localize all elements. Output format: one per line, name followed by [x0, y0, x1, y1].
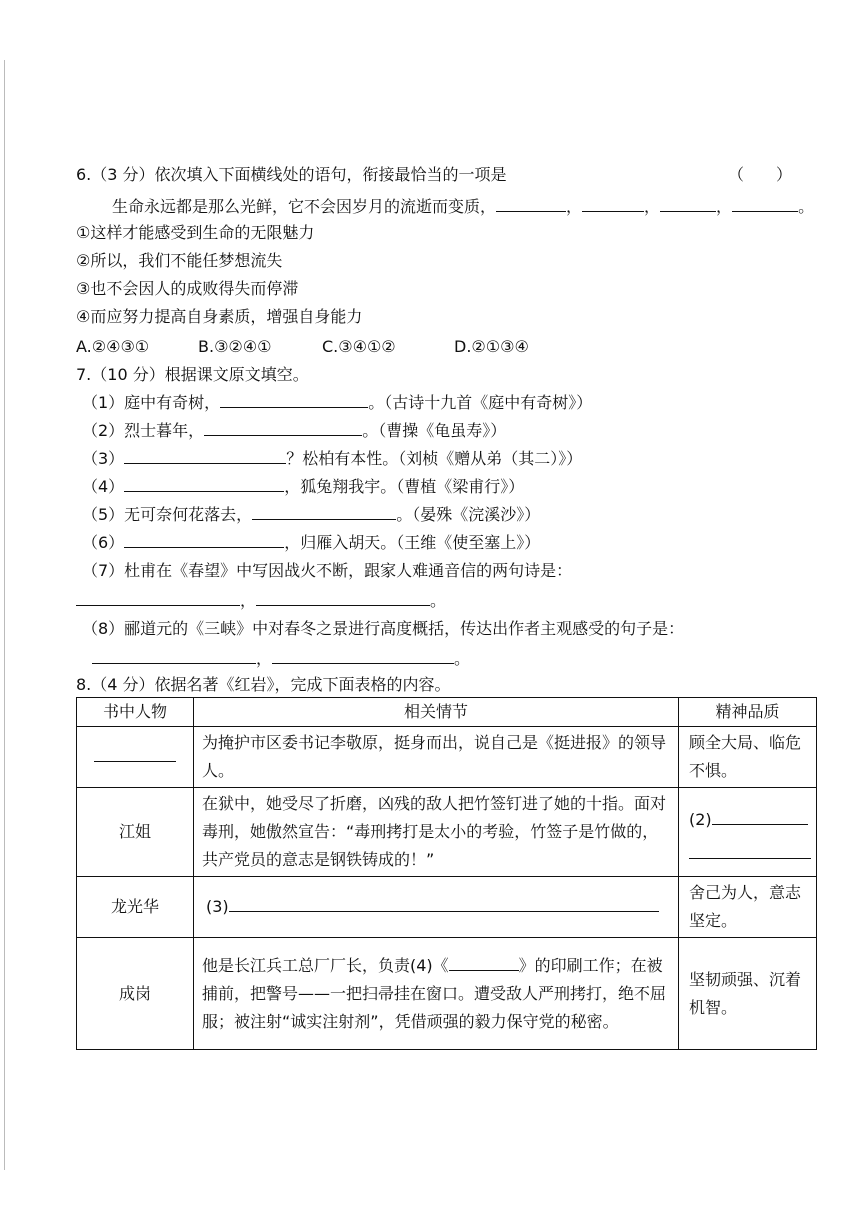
q7-item-3-pre: （3）: [82, 449, 125, 468]
row2-quality-mark: (2): [689, 809, 712, 829]
q6-option-3: ③也不会因人的成败得失而停滞: [76, 279, 299, 298]
q7-item-8-answer: [92, 648, 470, 670]
q6-end: 。: [798, 197, 815, 216]
row1-quality: 顾全大局、临危不惧。: [679, 727, 817, 788]
q6-blank-2[interactable]: [582, 197, 644, 212]
q7-item-2-pre: （2）烈士暮年，: [82, 421, 205, 440]
table-row: [77, 938, 817, 1050]
q7-item-8-period: 。: [454, 649, 471, 668]
row1-character-blank[interactable]: [94, 743, 176, 762]
q7-item-6-pre: （6）: [82, 533, 125, 552]
row2-character: 江姐: [77, 788, 194, 877]
hongyan-table: [76, 697, 817, 1050]
q7-blank-5[interactable]: [252, 505, 396, 520]
q7-blank-7a[interactable]: [76, 591, 240, 606]
row2-quality-blank-2[interactable]: [689, 834, 811, 859]
q6-option-2: ②所以，我们不能任梦想流失: [76, 251, 283, 270]
q7-item-1-pre: （1）庭中有奇树，: [82, 393, 221, 412]
q7-item-3: [82, 448, 582, 470]
q6-sep-1: ，: [566, 197, 583, 216]
q7-item-4-post: ，狐兔翔我宇。（曹植《梁甫行》）: [284, 477, 525, 496]
q6-option-1: ①这样才能感受到生命的无限魅力: [76, 223, 315, 242]
q6-blank-4[interactable]: [732, 197, 798, 212]
q6-answer-paren[interactable]: （ ）: [728, 165, 793, 184]
q7-item-8: （8）郦道元的《三峡》中对春冬之景进行高度概括，传达出作者主观感受的句子是：: [82, 619, 685, 638]
row3-character: 龙光华: [77, 877, 194, 938]
row2-quality-blank-1[interactable]: [712, 806, 808, 825]
q7-blank-7b[interactable]: [256, 591, 430, 606]
q7-item-2-post: 。（曹操《龟虽寿》）: [362, 421, 507, 440]
q7-blank-4[interactable]: [124, 477, 284, 492]
row4-plot[interactable]: [194, 938, 679, 1050]
table-header-row: [77, 698, 817, 727]
q6-choice-b[interactable]: B.③②④①: [198, 337, 272, 356]
q7-item-2: [82, 420, 506, 442]
q7-item-4: [82, 476, 524, 498]
q6-sentence-text: 生命永远都是那么光鲜，它不会因岁月的流逝而变质，: [112, 197, 497, 216]
q6-sep-2: ，: [644, 197, 661, 216]
q6-choice-d[interactable]: D.②①③④: [454, 337, 529, 356]
q7-blank-2[interactable]: [204, 421, 362, 436]
row3-plot-mark: (3): [206, 897, 229, 916]
q7-item-1: [82, 392, 592, 414]
q6-choice-a[interactable]: A.②④③①: [76, 337, 150, 356]
q7-item-7-comma: ，: [240, 591, 257, 610]
row4-character: 成岗: [77, 938, 194, 1050]
q7-item-7: （7）杜甫在《春望》中写因战火不断，跟家人难通音信的两句诗是：: [82, 561, 573, 580]
row4-plot-text-b: 》的印刷工作；在被捕前，把警号——一把扫帚挂在窗口。遭受敌人严刑拷打，绝不屈服；被注射“诚实注射剂”，凭借顽强的毅力保守党的秘密。: [202, 955, 667, 1031]
table-row: [77, 877, 817, 938]
row4-plot-text-a: 他是长江兵工总厂厂长，负责(4)《: [202, 955, 449, 975]
row4-plot-blank[interactable]: [449, 954, 519, 971]
header-plot: 相关情节: [194, 698, 679, 727]
q6-sep-3: ，: [716, 197, 733, 216]
row3-plot-blank[interactable]: [229, 893, 659, 912]
q6-blank-1[interactable]: [496, 197, 566, 212]
q7-item-6-post: ，归雁入胡天。（王维《使至塞上》）: [284, 533, 541, 552]
q7-blank-1[interactable]: [220, 393, 368, 408]
q7-title: 7.（10 分）根据课文原文填空。: [76, 365, 309, 384]
q6-choice-c[interactable]: C.③④①②: [322, 337, 396, 356]
q8-title: 8.（4 分）依据名著《红岩》，完成下面表格的内容。: [76, 675, 451, 694]
q7-item-6: [82, 532, 540, 554]
q7-blank-8a[interactable]: [92, 649, 256, 664]
q7-blank-3[interactable]: [124, 449, 286, 464]
q7-item-7-period: 。: [430, 591, 447, 610]
row3-plot[interactable]: [194, 877, 679, 938]
row3-quality: 舍己为人，意志坚定。: [679, 877, 817, 938]
q6-blank-3[interactable]: [660, 197, 716, 212]
q7-blank-6[interactable]: [124, 533, 284, 548]
q7-item-7-answer: [76, 590, 446, 612]
q7-item-3-post: ？松柏有本性。（刘桢《赠从弟（其二）》）: [286, 449, 583, 468]
row1-character[interactable]: [77, 727, 194, 788]
header-quality: 精神品质: [679, 698, 817, 727]
row2-quality[interactable]: [679, 788, 817, 877]
q7-item-8-comma: ，: [256, 649, 273, 668]
q7-item-5: [82, 504, 540, 526]
q6-title: 6.（3 分）依次填入下面横线处的语句，衔接最恰当的一项是: [76, 165, 507, 184]
q7-item-5-post: 。（晏殊《浣溪沙》）: [396, 505, 541, 524]
row1-plot: 为掩护市区委书记李敬原，挺身而出，说自己是《挺进报》的领导人。: [194, 727, 679, 788]
q7-item-5-pre: （5）无可奈何花落去，: [82, 505, 253, 524]
q7-item-1-post: 。（古诗十九首《庭中有奇树》）: [368, 393, 593, 412]
table-row: [77, 727, 817, 788]
q7-item-4-pre: （4）: [82, 477, 125, 496]
header-character: 书中人物: [77, 698, 194, 727]
row2-plot: 在狱中，她受尽了折磨，凶残的敌人把竹签钉进了她的十指。面对毒刑，她傲然宣告：“毒刑拷打是太小的考验，竹签子是竹做的，共产党员的意志是钢铁铸成的！”: [194, 788, 679, 877]
q6-option-4: ④而应努力提高自身素质，增强自身能力: [76, 307, 363, 326]
q7-blank-8b[interactable]: [272, 649, 454, 664]
row4-quality: 坚韧顽强、沉着机智。: [679, 938, 817, 1050]
page-edge-line: [4, 60, 5, 1170]
q6-sentence: [112, 196, 814, 218]
table-row: [77, 788, 817, 877]
